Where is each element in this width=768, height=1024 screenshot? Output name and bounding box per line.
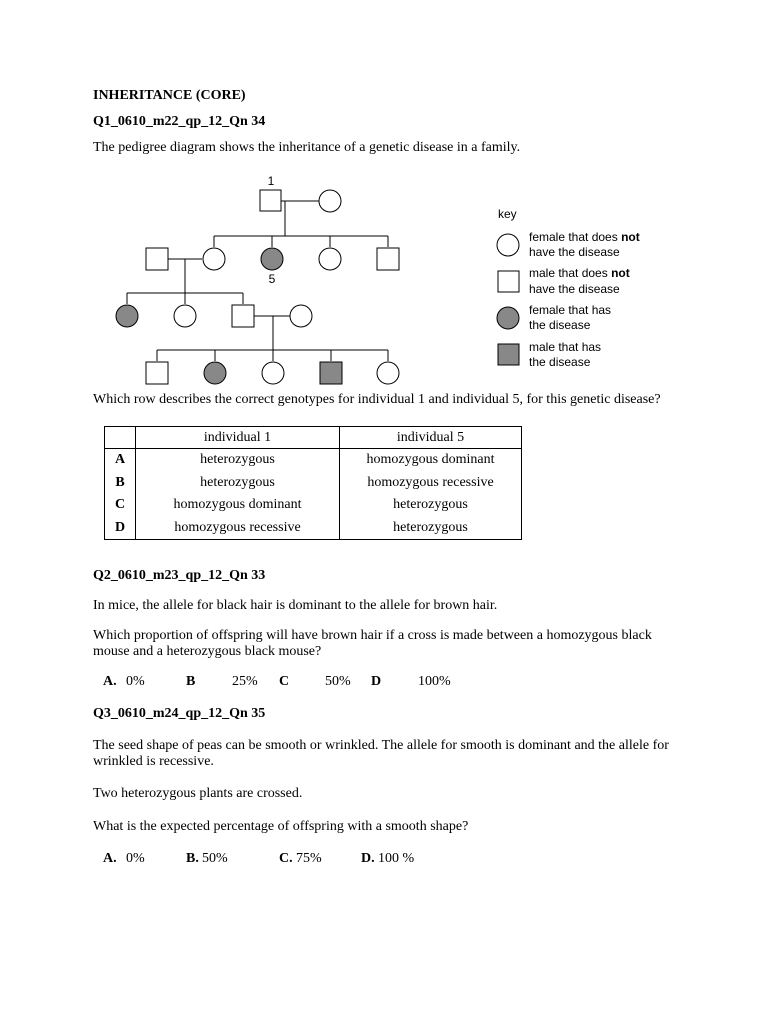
pedigree-lines xyxy=(127,201,388,361)
key-male-unaffected-symbol xyxy=(498,271,519,292)
individual-5-affected-female xyxy=(261,248,283,270)
table-row xyxy=(105,494,522,517)
q1-intro: The pedigree diagram shows the inheritance of a genetic disease in a family. xyxy=(93,140,521,155)
q2-option-a-letter: A. xyxy=(103,674,117,689)
key-male-affected-line2: the disease xyxy=(529,355,591,369)
gen3-male xyxy=(232,305,254,327)
q3-option-c-value: 75% xyxy=(296,851,322,866)
q3-option-a-value: 0% xyxy=(126,851,145,866)
q2-option-b-value: 25% xyxy=(232,674,258,689)
gen4-female xyxy=(262,362,284,384)
gen2-female xyxy=(203,248,225,270)
option-letter: B xyxy=(105,472,136,495)
q2-option-d-letter: D xyxy=(371,674,382,689)
gen2-spouse-male xyxy=(146,248,168,270)
individual-1-genotype: homozygous recessive xyxy=(136,517,340,540)
q3-question: What is the expected percentage of offspring with a smooth shape? xyxy=(93,819,469,834)
gen3-spouse-female xyxy=(290,305,312,327)
table-header-row xyxy=(105,427,522,449)
q1-question: Which row describes the correct genotypes for individual 1 and individual 5, for this genetic disease? xyxy=(93,392,661,407)
q1-title: Q1_0610_m22_qp_12_Qn 34 xyxy=(93,114,266,129)
key-title: key xyxy=(498,207,517,221)
q2-option-c-letter: C xyxy=(279,674,290,689)
option-letter: A xyxy=(105,449,136,472)
key-female-affected-symbol xyxy=(497,307,519,329)
key-female-affected-line1: female that has xyxy=(529,303,612,317)
individual-1-genotype: heterozygous xyxy=(136,449,340,472)
q3-title: Q3_0610_m24_qp_12_Qn 35 xyxy=(93,706,266,721)
gen3-female xyxy=(174,305,196,327)
page-heading: INHERITANCE (CORE) xyxy=(93,88,246,103)
q2-title: Q2_0610_m23_qp_12_Qn 33 xyxy=(93,568,266,583)
key-male-unaffected-line1: male that does not xyxy=(529,266,630,280)
table-row xyxy=(105,517,522,540)
q3-option-b-letter: B. xyxy=(186,851,199,866)
q3-option-d-value: 100 % xyxy=(378,851,415,866)
key-female-affected-line2: the disease xyxy=(529,318,591,332)
individual-1-genotype: homozygous dominant xyxy=(136,494,340,517)
key-male-affected-symbol xyxy=(498,344,519,365)
key-female-unaffected-line1: female that does not xyxy=(529,230,640,244)
gen4-affected-male xyxy=(320,362,342,384)
q2-option-b-letter: B xyxy=(186,674,196,689)
key-female-unaffected-line2: have the disease xyxy=(529,245,620,259)
option-letter: C xyxy=(105,494,136,517)
q3-statement: The seed shape of peas can be smooth or wrinkled. The allele for smooth is dominant and the allele for wrinkled is recessive. xyxy=(93,738,669,769)
q3-cross: Two heterozygous plants are crossed. xyxy=(93,786,303,801)
key-male-unaffected-line2: have the disease xyxy=(529,282,620,296)
individual-5-genotype: heterozygous xyxy=(340,517,522,540)
option-letter: D xyxy=(105,517,136,540)
q3-option-c-letter: C. xyxy=(279,851,293,866)
gen2-female xyxy=(319,248,341,270)
genotype-table xyxy=(104,426,522,540)
table-row xyxy=(105,472,522,495)
q2-statement: In mice, the allele for black hair is dominant to the allele for brown hair. xyxy=(93,598,498,613)
individual-1-male xyxy=(260,190,281,211)
q3-option-d-letter: D. xyxy=(361,851,375,866)
label-individual-1: 1 xyxy=(267,174,275,188)
q2-option-d-value: 100% xyxy=(418,674,451,689)
table-header-cell: individual 5 xyxy=(340,427,522,449)
table-header-cell: individual 1 xyxy=(136,427,340,449)
gen2-male xyxy=(377,248,399,270)
individual-1-genotype: heterozygous xyxy=(136,472,340,495)
gen4-female xyxy=(377,362,399,384)
gen4-affected-female xyxy=(204,362,226,384)
q2-option-a-value: 0% xyxy=(126,674,145,689)
table-header-cell xyxy=(105,427,136,449)
q3-option-a-letter: A. xyxy=(103,851,117,866)
key-female-unaffected-symbol xyxy=(497,234,519,256)
gen3-affected-female xyxy=(116,305,138,327)
q2-question: Which proportion of offspring will have brown hair if a cross is made between a homozygous black mouse and a heterozygous black mouse? xyxy=(93,628,652,659)
table-row xyxy=(105,449,522,472)
label-individual-5: 5 xyxy=(268,272,276,286)
pedigree-diagram xyxy=(110,170,670,390)
gen1-female xyxy=(319,190,341,212)
individual-5-genotype: heterozygous xyxy=(340,494,522,517)
q2-option-c-value: 50% xyxy=(325,674,351,689)
individual-5-genotype: homozygous recessive xyxy=(340,472,522,495)
individual-5-genotype: homozygous dominant xyxy=(340,449,522,472)
gen4-male xyxy=(146,362,168,384)
q3-option-b-value: 50% xyxy=(202,851,228,866)
key-male-affected-line1: male that has xyxy=(529,340,602,354)
